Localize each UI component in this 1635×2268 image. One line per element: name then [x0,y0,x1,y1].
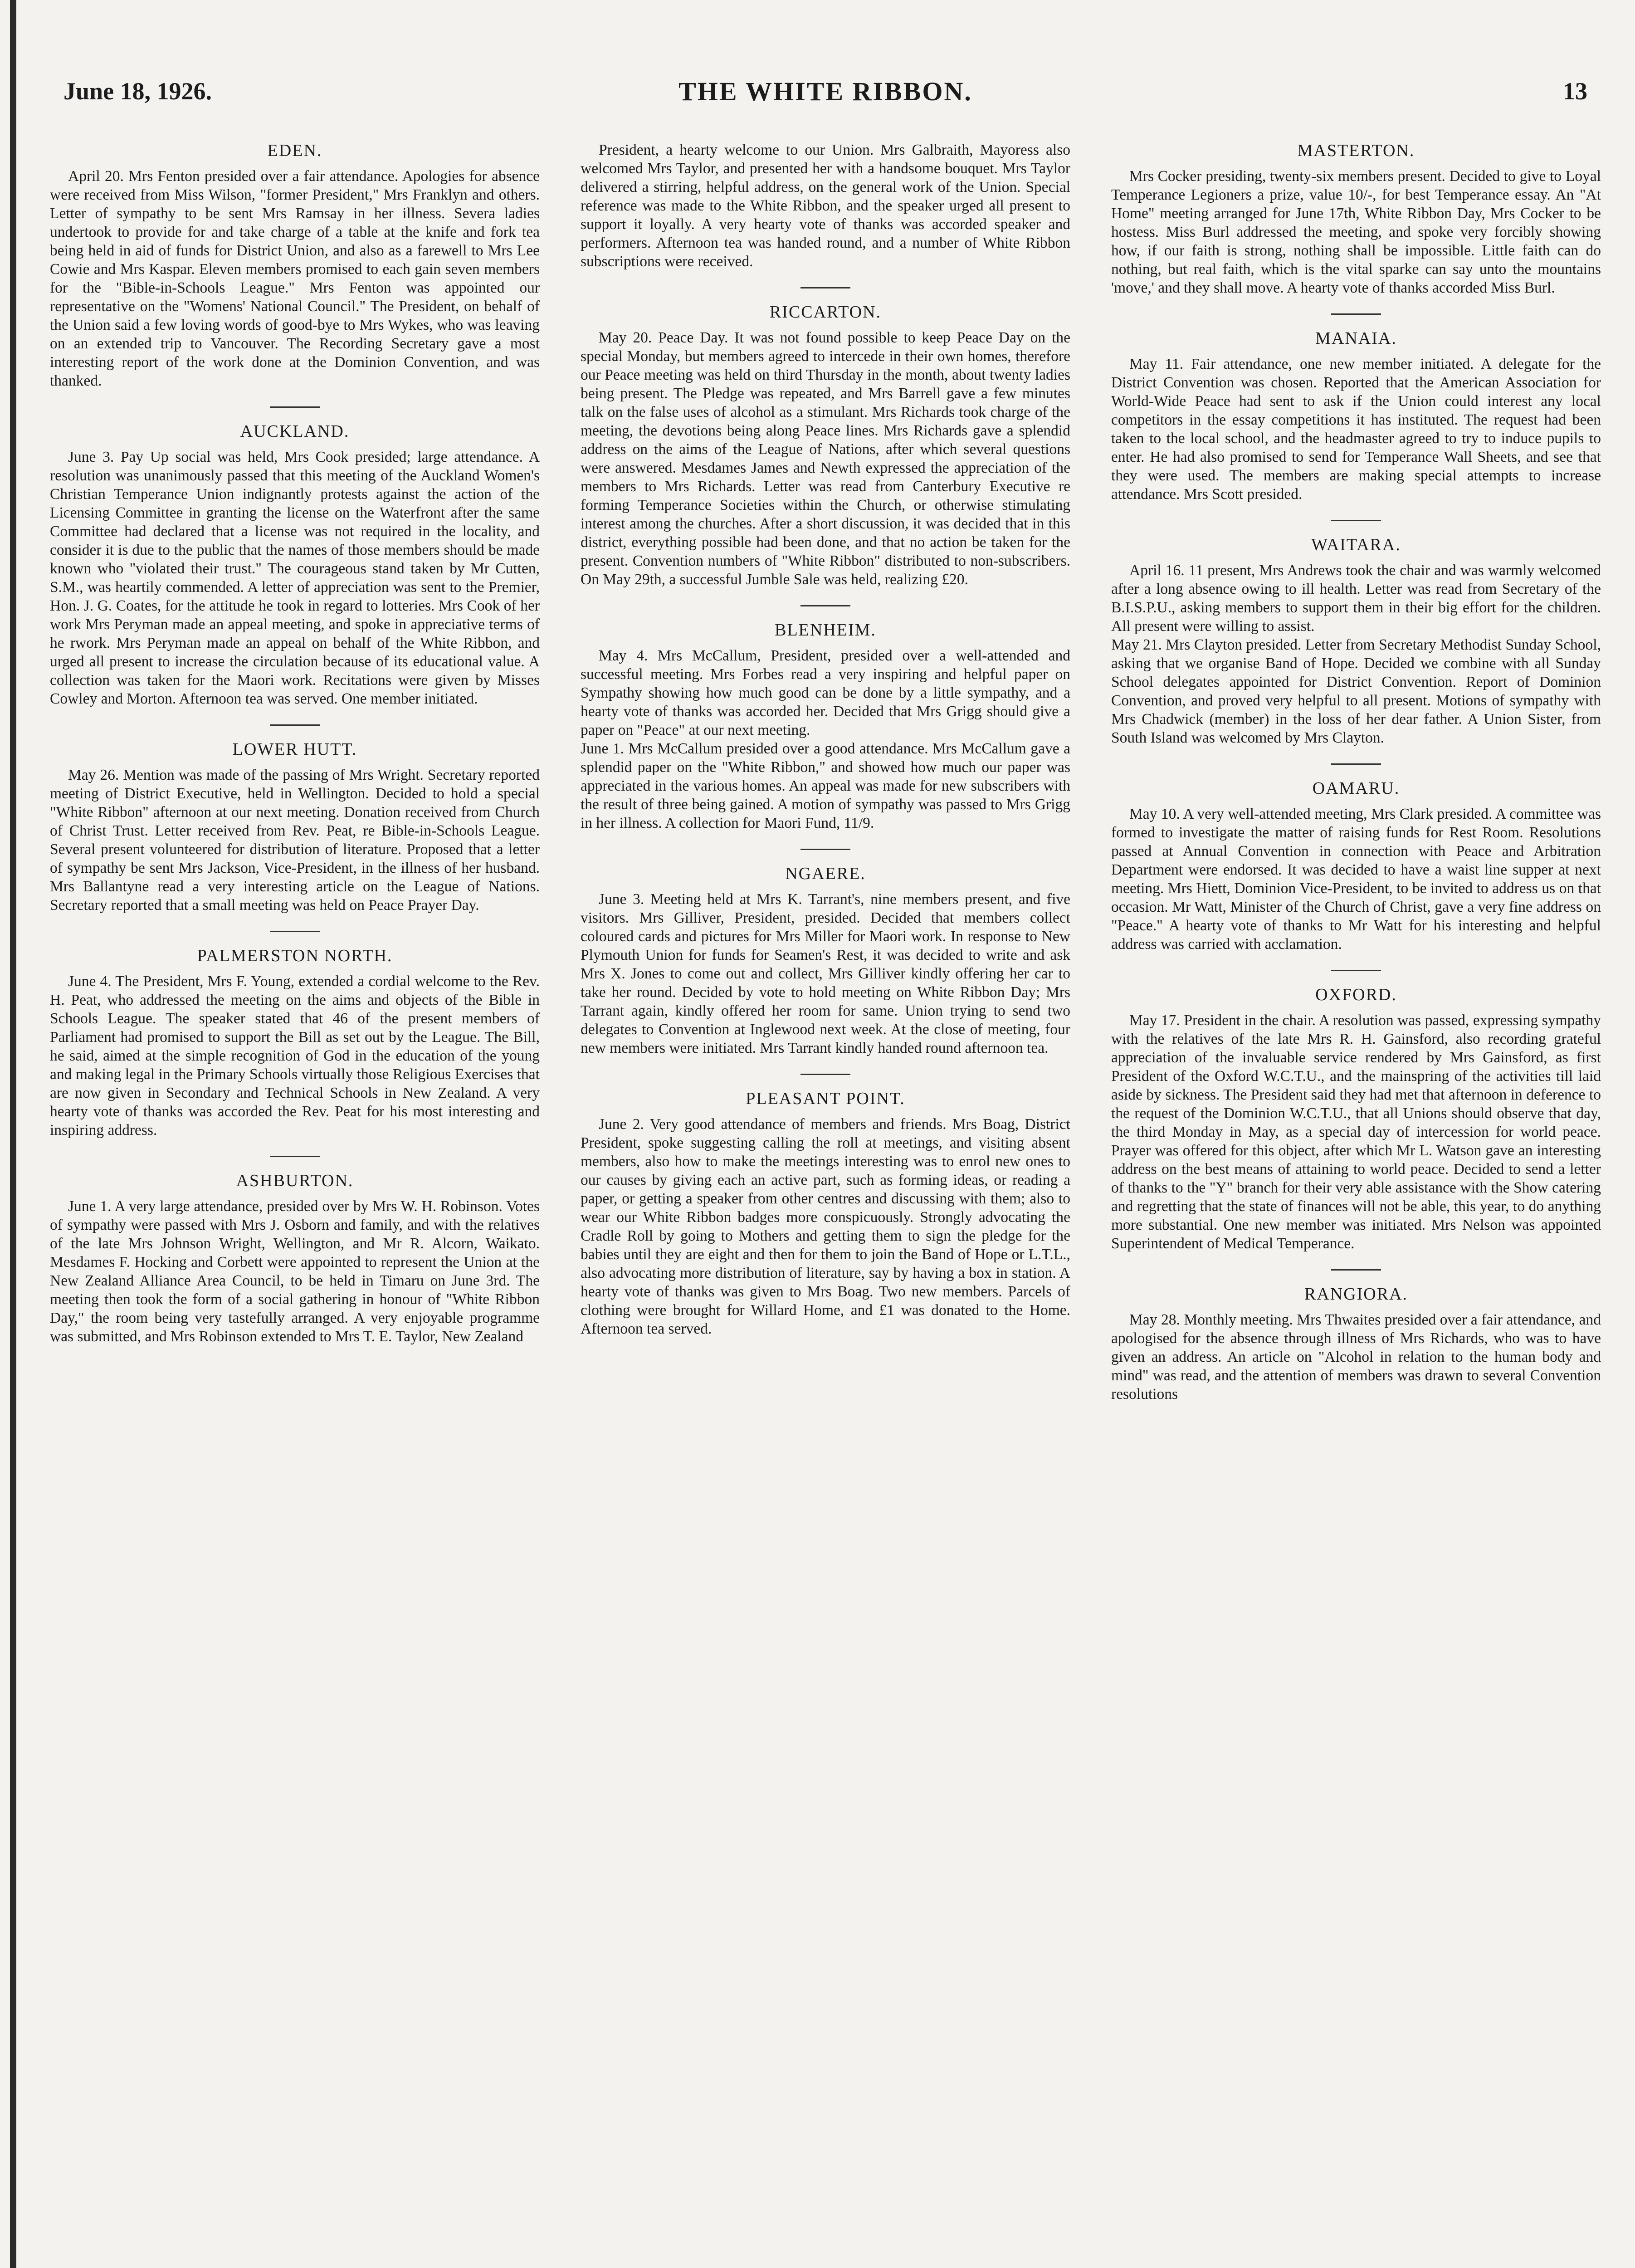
report-heading: LOWER HUTT. [232,740,357,759]
union-report [1111,985,1601,1253]
union-report [581,1089,1070,1338]
section-divider [1331,1269,1381,1271]
report-body: May 28. Monthly meeting. Mrs Thwaites presided over a fair attendance, and apologised for the absence through illness of Mrs Richards, who was to have given an address. An article on "Alcohol in relation to the human body and mind" was read, and the attention of members was drawn to several Convention resolutions [1111,1311,1601,1403]
report-heading: OAMARU. [1312,779,1400,798]
section-divider [800,287,850,288]
union-report [581,864,1070,1057]
report-body: June 4. The President, Mrs F. Young, extended a cordial welcome to the Rev. H. Peat, who addressed the meeting on the aims and objects of the Bible in Schools League. The speaker stated that 46 of the present members of Parliament had promised to support the Bill as set out by the League. The Bill, he said, aimed at the simple recognition of God in the education of the young and making legal in the Primary Schools virtually those Religious Exercises that are now given in Secondary and Technical Schools in New Zealand. A very hearty vote of thanks was accorded the Rev. Peat for his most interesting and inspiring address. [50,973,540,1139]
report-heading: MASTERTON. [1297,141,1415,160]
report-body: President, a hearty welcome to our Union. Mrs Galbraith, Mayoress also welcomed Mrs Taylor, and presented her with a handsome bouquet. Mrs Taylor delivered a stirring, helpful address, on the general work of the Union. Special reference was made to the White Ribbon, and the speaker urged all present to support it loyally. A very hearty vote of thanks was accorded speaker and performers. Afternoon tea was handed round, and a number of White Ribbon subscriptions were received. [581,142,1070,270]
report-body: Mrs Cocker presiding, twenty-six members present. Decided to give to Loyal Temperance Legioners a prize, value 10/-, for best Temperance essay. An "At Home" meeting arranged for June 17th, White Ribbon Day, Mrs Cocker to be hostess. Miss Burl addressed the meeting, and spoke very forcibly showing how, if our faith is strong, nothing shall be impossible. Little faith can do nothing, but real faith, which is the vital sparke can say unto the mountains 'move,' and they shall move. A hearty vote of thanks accorded Miss Burl. [1111,168,1601,296]
report-body: April 16. 11 present, Mrs Andrews took the chair and was warmly welcomed after a long absence owing to ill health. Letter was read from Secretary of the B.I.S.P.U., asking members to support them in their big effort for the children. All present were willing to assist. May 21. Mrs Clayton presided. Letter from Secretary Methodist Sunday School, asking that we organise Band of Hope. Decided we combine with all Sunday School delegates appointed for District Convention. Report of Dominion Convention, and proved very helpful to all present. Motions of sympathy with Mrs Chadwick (member) in the loss of her dear father. A Union Sister, from South Island was welcomed by Mrs Clayton. [1111,562,1601,746]
column-1 [50,141,540,2268]
report-body: May 20. Peace Day. It was not found possible to keep Peace Day on the special Monday, but members agreed to intercede in their own homes, therefore our Peace meeting was held on third Thursday in the month, about twenty ladies being present. The Pledge was repeated, and Mrs Barrell gave a few minutes talk on the false uses of alcohol as a stimulant. Mrs Richards took charge of the meeting, the devotions being along Peace lines. Mrs Richards gave a splendid address on the aims of the League of Nations, after which several questions were answered. Mesdames James and Newth expressed the appreciation of the members to Mrs Richards. Letter was read from Canterbury Executive re forming Temperance Societies within the Church, or otherwise stimulating interest among the churches. After a short discussion, it was decided that in this district, everything possible had been done, and that no action be taken for the present. Convention numbers of "White Ribbon" distributed to non-subscribers. On May 29th, a successful Jumble Sale was held, realizing £20. [581,329,1070,588]
report-heading: WAITARA. [1311,535,1401,554]
report-heading: OXFORD. [1315,985,1397,1004]
report-body: May 11. Fair attendance, one new member initiated. A delegate for the District Convention was chosen. Reported that the American Association for World-Wide Peace had sent to ask if the Union could interest any local competitors in the essay competitions it has instituted. The request had been taken to the local school, and the headmaster agreed to try to induce pupils to enter. He had also promised to send for Temperance Wall Sheets, and see that they were used. The members are making special attempts to increase attendance. Mrs Scott presided. [1111,356,1601,503]
union-report [50,739,540,914]
masthead-title: THE WHITE RIBBON. [678,77,972,106]
section-divider [270,406,320,408]
section-divider [1331,970,1381,971]
report-body: June 3. Meeting held at Mrs K. Tarrant's, nine members present, and five visitors. Mrs Gilliver, President, presided. Decided that members collect coloured cards and pictures for Mrs Miller for Maori work. In response to New Plymouth Union for funds for Seamen's Rest, it was decided to write and ask Mrs X. Jones to come out and collect, Mrs Gilliver kindly offering her car to take her round. Decided by vote to hold meeting on White Ribbon Day; Mrs Tarrant again, kindly offered her room for same. Union trying to send two delegates to Convention at Inglewood next week. At the close of meeting, four new members were initiated. Mrs Tarrant kindly handed round afternoon tea. [581,891,1070,1056]
union-report [581,141,1070,271]
report-body: May 17. President in the chair. A resolution was passed, expressing sympathy with the relatives of the late Mrs R. H. Gainsford, also recording grateful appreciation of the invaluable service rendered by Mrs Gainsford, as first President of the Oxford W.C.T.U., and the mainspring of the activities till laid aside by sickness. The President said they had met that afternoon in deference to the request of the Dominion W.C.T.U., that all Unions should observe that day, the third Monday in May, as a special day of intercession for world peace. Prayer was offered for this object, after which Mr L. Watson gave an interesting address on the best means of attaining to world peace. Decided to send a letter of thanks to the "Y" branch for their very able assistance with the Show catering and regretting that the state of finances will not be able, this year, to do anything more substantial. One new member was initiated. Mrs Nelson was appointed Superintendent of Medical Temperance. [1111,1012,1601,1252]
union-report [50,421,540,708]
columns [50,141,1601,2268]
report-body: May 26. Mention was made of the passing of Mrs Wright. Secretary reported meeting of District Executive, held in Wellington. Decided to hold a special "White Ribbon" afternoon at our next meeting. Donation received from Church of Christ Trust. Letter received from Rev. Peat, re Bible-in-Schools League. Several present volunteered for distribution of literature. Proposed that a letter of sympathy be sent Mrs Jackson, Vice-President, in the illness of her husband. Mrs Ballantyne read a very interesting article on the League of Nations. Secretary reported that a small meeting was held on Peace Prayer Day. [50,767,540,914]
section-divider [1331,763,1381,765]
column-3 [1111,141,1601,2268]
union-report [50,946,540,1139]
report-body: May 10. A very well-attended meeting, Mrs Clark presided. A committee was formed to investigate the matter of raising funds for Rest Room. Resolutions passed at Annual Convention in connection with Peace and Arbitration Department were endorsed. It was decided to have a waist line supper at next meeting. Mrs Hiett, Dominion Vice-President, to be invited to address us on that occasion. Mr Watt, Minister of the Church of Christ, gave a very fine address on "Peace." A hearty vote of thanks to Mr Watt for his interesting and helpful address was carried with acclamation. [1111,806,1601,953]
page-header [50,54,1601,122]
report-heading: AUCKLAND. [240,422,350,441]
report-heading: ASHBURTON. [236,1171,354,1190]
union-report [1111,535,1601,747]
report-body: June 3. Pay Up social was held, Mrs Cook presided; large attendance. A resolution was unanimously passed that this meeting of the Auckland Women's Christian Temperance Union indignantly protests against the action of the Licensing Committee in granting the license on the Waterfront after the same Committee had declared that a license was not required in the locality, and consider it is due to the public that the names of those members should be made known who "violated their trust." The courageous stand taken by Mr Cutten, S.M., was heartily commended. A letter of appreciation was sent to the Premier, Hon. J. G. Coates, for the attitude he took in regard to lotteries. Mrs Cook of her work Mrs Peryman made an appeal meeting, and spoke in appreciative terms of he rwork. Mrs Peryman made an appeal on behalf of the White Ribbon, and urged all present to increase the circulation because of its educational value. A collection was taken for the Maori work. Recitations were given by Misses Cowley and Morton. Afternoon tea was served. One member initiated. [50,449,540,707]
column-2 [581,141,1070,2268]
report-heading: NGAERE. [785,864,866,883]
union-report [581,302,1070,589]
report-body: June 2. Very good attendance of members and friends. Mrs Boag, District President, spoke suggesting calling the roll at meetings, and visiting absent members, also how to make the meetings interesting was to enrol new ones to our causes by giving each an active part, such as forming ideas, or reading a paper, or getting a speaker from other centres and discussing with them; also to wear our White Ribbon badges more conspicuously. Strongly advocating the Cradle Roll by going to Mothers and getting them to sign the pledge for the babies until they are eight and then for them to join the Band of Hope or L.T.L., also advocating more distribution of literature, say by having a box in station. A hearty vote of thanks was given to Mrs Boag. Two new members. Parcels of clothing were brought for Willard Home, and £1 was donated to the Home. Afternoon tea served. [581,1116,1070,1337]
section-divider [800,1074,850,1075]
page-number: 13 [1563,78,1587,105]
union-report [1111,328,1601,503]
issue-date: June 18, 1926. [63,78,212,105]
union-report [581,620,1070,832]
report-heading: MANAIA. [1315,329,1397,348]
union-report [1111,1284,1601,1403]
report-heading: EDEN. [267,141,322,160]
section-divider [270,724,320,726]
report-heading: PLEASANT POINT. [746,1089,905,1108]
newspaper-page [50,54,1601,2268]
section-divider [1331,313,1381,315]
scan-edge [10,0,16,2268]
section-divider [270,1156,320,1157]
union-report [1111,141,1601,297]
union-report [1111,778,1601,953]
report-body: April 20. Mrs Fenton presided over a fair attendance. Apologies for absence were received from Miss Wilson, "former President," Mrs Franklyn and others. Letter of sympathy to be sent Mrs Ramsay in her illness. Severa ladies undertook to provide for and take charge of a table at the knife and fork tea being held in aid of funds for District Union, and also as a farewell to Mrs Lee Cowie and Mrs Kaspar. Eleven members promised to each gain seven members for the "Bible-in-Schools League." Mrs Fenton was appointed our representative on the "Womens' National Council." The President, on behalf of the Union said a few loving words of good-bye to Mrs Wykes, who was leaving on an extended trip to Vancouver. The Recording Secretary gave a most interesting report of the work done at the Dominion Convention, and was thanked. [50,168,540,389]
union-report [50,141,540,390]
section-divider [800,849,850,850]
report-heading: RANGIORA. [1304,1285,1408,1304]
report-heading: BLENHEIM. [775,621,876,640]
section-divider [1331,520,1381,521]
union-report [50,1171,540,1346]
section-divider [800,605,850,606]
report-body: June 1. A very large attendance, presided over by Mrs W. H. Robinson. Votes of sympathy were passed with Mrs J. Osborn and family, and with the relatives of the late Mrs Johnson Wright, Wellington, and Mr R. Alcorn, Waikato. Mesdames F. Hocking and Corbett were appointed to represent the Union at the New Zealand Alliance Area Council, to be held in Timaru on June 3rd. The meeting then took the form of a social gathering in honour of "White Ribbon Day," the room being very tastefully arranged. A very enjoyable programme was submitted, and Mrs Robinson extended to Mrs T. E. Taylor, New Zealand [50,1198,540,1345]
section-divider [270,931,320,932]
report-body: May 4. Mrs McCallum, President, presided over a well-attended and successful meeting. Mrs Forbes read a very inspiring and helpful paper on Sympathy showing how much good can be done by a little sympathy, and a hearty vote of thanks was accorded her. Decided that Mrs Grigg should give a paper on "Peace" at our next meeting. June 1. Mrs McCallum presided over a good attendance. Mrs McCallum gave a splendid paper on the "White Ribbon," and showed how much our paper was appreciated in the various homes. An appeal was made for new subscribers with the result of three being gained. A motion of sympathy was passed to Mrs Grigg in her illness. A collection for Maori Fund, 11/9. [581,647,1070,831]
report-heading: PALMERSTON NORTH. [197,946,393,965]
report-heading: RICCARTON. [769,303,882,322]
